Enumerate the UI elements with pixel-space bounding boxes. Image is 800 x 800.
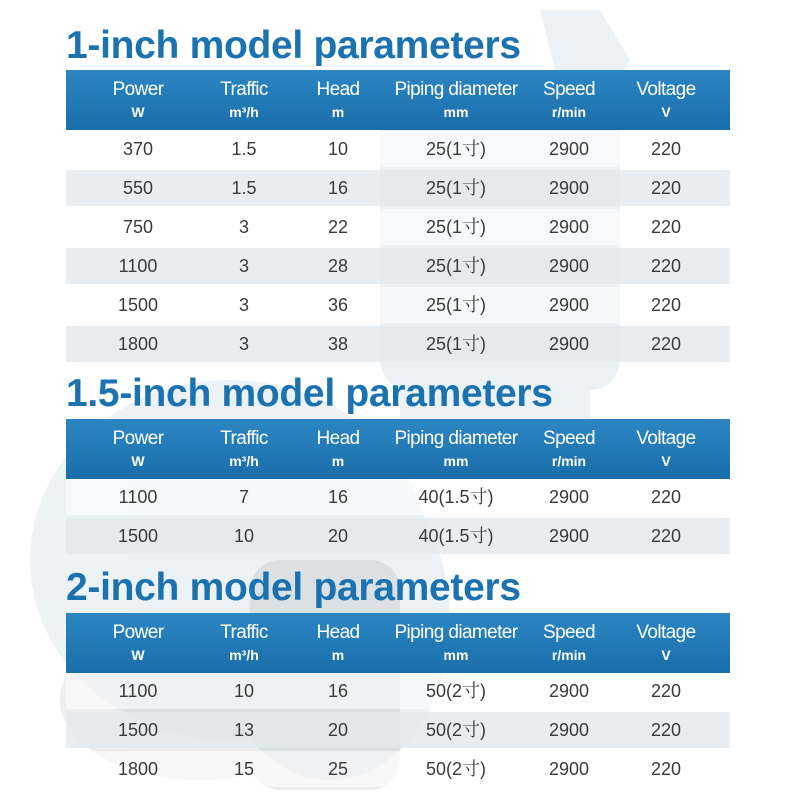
cell-head: 20 bbox=[327, 526, 349, 546]
header-power: Power W bbox=[112, 428, 164, 469]
cell-power: 750 bbox=[122, 217, 154, 237]
cell-power: 550 bbox=[122, 178, 154, 198]
cell-head: 22 bbox=[327, 217, 349, 237]
table-row bbox=[66, 326, 730, 362]
cell-head: 36 bbox=[327, 295, 349, 315]
cell-voltage: 220 bbox=[650, 720, 682, 740]
cell-speed: 2900 bbox=[548, 295, 590, 315]
cell-traffic: 15 bbox=[233, 759, 255, 779]
cell-power: 1800 bbox=[117, 334, 159, 354]
cell-head: 20 bbox=[327, 720, 349, 740]
cell-voltage: 220 bbox=[650, 334, 682, 354]
table-row bbox=[66, 170, 730, 206]
cell-voltage: 220 bbox=[650, 217, 682, 237]
cell-head: 38 bbox=[327, 334, 349, 354]
cell-traffic: 1.5 bbox=[231, 139, 257, 159]
table-row bbox=[66, 209, 730, 245]
cell-head: 25 bbox=[327, 759, 349, 779]
cell-voltage: 220 bbox=[650, 295, 682, 315]
table-row bbox=[66, 518, 730, 554]
header-head: Head m bbox=[316, 622, 360, 663]
cell-power: 1800 bbox=[117, 759, 159, 779]
header-traffic: Traffic m³/h bbox=[220, 428, 268, 469]
header-speed: Speed r/min bbox=[543, 622, 595, 663]
header-speed: Speed r/min bbox=[543, 428, 595, 469]
cell-traffic: 13 bbox=[233, 720, 255, 740]
table-row bbox=[66, 673, 730, 709]
cell-power: 370 bbox=[122, 139, 154, 159]
cell-voltage: 220 bbox=[650, 178, 682, 198]
cell-voltage: 220 bbox=[650, 139, 682, 159]
cell-head: 10 bbox=[327, 139, 349, 159]
cell-voltage: 220 bbox=[650, 256, 682, 276]
header-power: Power W bbox=[112, 622, 164, 663]
table-header bbox=[66, 70, 730, 130]
cell-head: 28 bbox=[327, 256, 349, 276]
table-row bbox=[66, 712, 730, 748]
cell-speed: 2900 bbox=[548, 526, 590, 546]
table-header bbox=[66, 419, 730, 479]
cell-traffic: 10 bbox=[233, 526, 255, 546]
header-piping-diameter: Piping diameter mm bbox=[394, 622, 518, 663]
table-row bbox=[66, 479, 730, 515]
cell-voltage: 220 bbox=[650, 681, 682, 701]
cell-head: 16 bbox=[327, 681, 349, 701]
section-title: 1-inch model parameters bbox=[66, 24, 521, 67]
cell-traffic: 7 bbox=[238, 487, 249, 507]
cell-piping-diameter: 25(1寸) bbox=[425, 178, 487, 198]
table-row bbox=[66, 248, 730, 284]
table-row bbox=[66, 751, 730, 787]
cell-piping-diameter: 50(2寸) bbox=[425, 681, 487, 701]
cell-head: 16 bbox=[327, 178, 349, 198]
cell-voltage: 220 bbox=[650, 487, 682, 507]
cell-speed: 2900 bbox=[548, 487, 590, 507]
cell-speed: 2900 bbox=[548, 681, 590, 701]
cell-speed: 2900 bbox=[548, 759, 590, 779]
cell-piping-diameter: 25(1寸) bbox=[425, 256, 487, 276]
header-voltage: Voltage V bbox=[636, 79, 696, 120]
cell-piping-diameter: 40(1.5寸) bbox=[418, 487, 494, 507]
cell-power: 1500 bbox=[117, 526, 159, 546]
cell-speed: 2900 bbox=[548, 720, 590, 740]
cell-traffic: 3 bbox=[238, 256, 249, 276]
cell-speed: 2900 bbox=[548, 217, 590, 237]
header-piping-diameter: Piping diameter mm bbox=[394, 79, 518, 120]
cell-piping-diameter: 25(1寸) bbox=[425, 217, 487, 237]
cell-voltage: 220 bbox=[650, 526, 682, 546]
cell-speed: 2900 bbox=[548, 178, 590, 198]
cell-piping-diameter: 50(2寸) bbox=[425, 759, 487, 779]
header-voltage: Voltage V bbox=[636, 428, 696, 469]
cell-traffic: 1.5 bbox=[231, 178, 257, 198]
cell-piping-diameter: 25(1寸) bbox=[425, 295, 487, 315]
cell-power: 1100 bbox=[118, 256, 158, 276]
header-piping-diameter: Piping diameter mm bbox=[394, 428, 518, 469]
table-header bbox=[66, 613, 730, 673]
cell-piping-diameter: 25(1寸) bbox=[425, 139, 487, 159]
cell-traffic: 3 bbox=[238, 295, 249, 315]
cell-traffic: 3 bbox=[238, 334, 249, 354]
table-row bbox=[66, 287, 730, 323]
cell-traffic: 3 bbox=[238, 217, 249, 237]
header-traffic: Traffic m³/h bbox=[220, 622, 268, 663]
cell-power: 1100 bbox=[118, 681, 158, 701]
cell-head: 16 bbox=[327, 487, 349, 507]
header-head: Head m bbox=[316, 79, 360, 120]
header-traffic: Traffic m³/h bbox=[220, 79, 268, 120]
cell-piping-diameter: 50(2寸) bbox=[425, 720, 487, 740]
cell-power: 1500 bbox=[117, 720, 159, 740]
header-speed: Speed r/min bbox=[543, 79, 595, 120]
cell-voltage: 220 bbox=[650, 759, 682, 779]
cell-traffic: 10 bbox=[233, 681, 255, 701]
section-title: 2-inch model parameters bbox=[66, 566, 521, 609]
cell-speed: 2900 bbox=[548, 139, 590, 159]
table-row bbox=[66, 131, 730, 167]
cell-speed: 2900 bbox=[548, 334, 590, 354]
cell-power: 1500 bbox=[117, 295, 159, 315]
section-title: 1.5-inch model parameters bbox=[66, 372, 553, 415]
cell-piping-diameter: 40(1.5寸) bbox=[418, 526, 494, 546]
cell-speed: 2900 bbox=[548, 256, 590, 276]
header-head: Head m bbox=[316, 428, 360, 469]
cell-power: 1100 bbox=[118, 487, 158, 507]
header-voltage: Voltage V bbox=[636, 622, 696, 663]
cell-piping-diameter: 25(1寸) bbox=[425, 334, 487, 354]
header-power: Power W bbox=[112, 79, 164, 120]
